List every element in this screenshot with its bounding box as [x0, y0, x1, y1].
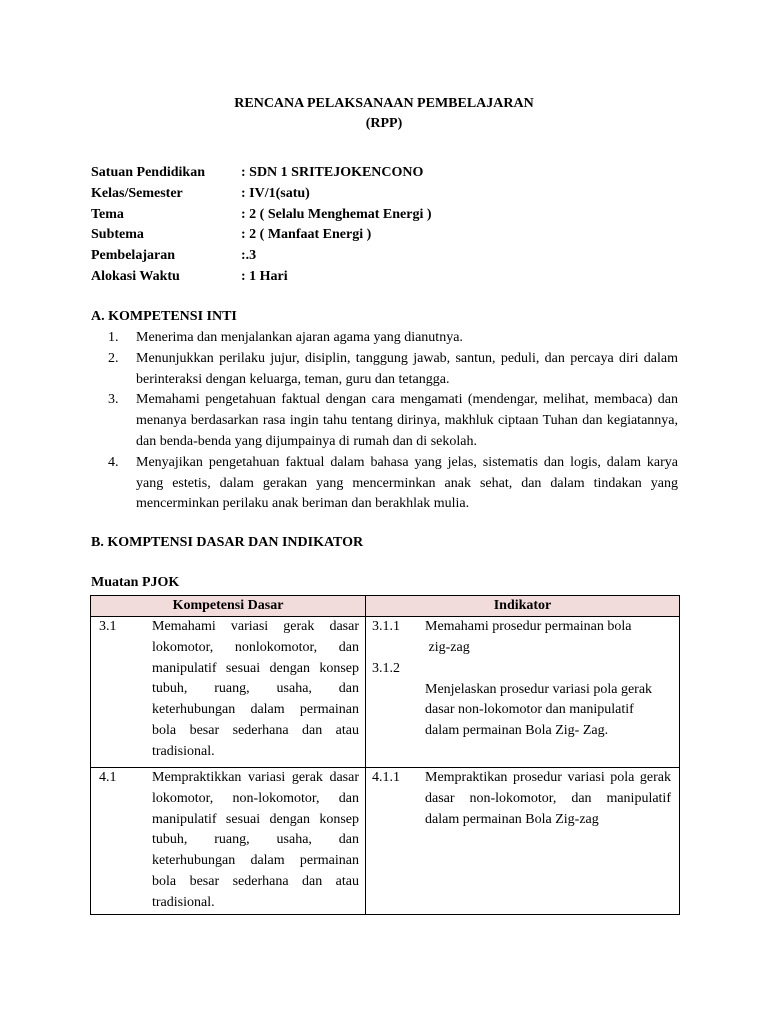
- info-value: : SDN 1 SRITEJOKENCONO: [241, 165, 424, 180]
- info-row: [91, 225, 432, 246]
- indicator-text: Menjelaskan prosedur variasi pola gerak dasar non-lokomotor dan manipulatif dalam permainan Bola Zig- Zag.: [425, 681, 653, 739]
- info-value: : 2 ( Selalu Menghemat Energi ): [241, 206, 432, 222]
- table-header-indikator: Indikator: [366, 596, 680, 617]
- info-label: Kelas/Semester: [91, 185, 183, 201]
- info-label: Alokasi Waktu: [91, 268, 180, 284]
- indicator-cell: [366, 617, 680, 768]
- list-number: 4.: [108, 454, 119, 470]
- list-item: [108, 349, 678, 391]
- info-row: [91, 205, 432, 226]
- list-number: 3.: [108, 392, 119, 408]
- list-item: [108, 328, 678, 349]
- document-title: [0, 94, 768, 134]
- kd-cell: [91, 617, 366, 768]
- list-text: Menunjukkan perilaku jujur, disiplin, tanggung jawab, santun, peduli, dan percaya diri dalam berinteraksi dengan keluarga, teman, guru dan tetangga.: [136, 350, 678, 387]
- info-row: [91, 246, 432, 267]
- list-number: 2.: [108, 350, 119, 366]
- info-value: : 1 Hari: [241, 268, 288, 284]
- kd-code: 4.1: [99, 770, 117, 785]
- section-b-heading: B. KOMPTENSI DASAR DAN INDIKATOR: [91, 535, 364, 550]
- kd-code: 3.1: [99, 619, 117, 634]
- list-item: [108, 390, 678, 452]
- kompetensi-inti-list: [108, 328, 678, 515]
- title-line-2: (RPP): [365, 116, 403, 131]
- indicator-code: 4.1.1: [372, 770, 400, 785]
- table-row: [91, 617, 680, 768]
- indicator-text: Mempraktikan prosedur variasi pola gerak dasar non-lokomotor, dan manipulatif dalam permainan Bola Zig-zag: [425, 770, 671, 827]
- indicator-code: 3.1.2: [372, 660, 400, 676]
- list-text: Menyajikan pengetahuan faktual dalam bahasa yang jelas, sistematis dan logis, dalam karya yang estetis, dalam gerakan yang mencerminkan anak sehat, dan dalam tindakan yang mencerminkan perilaku anak beriman dan berakhlak mulia.: [136, 454, 678, 512]
- kd-cell: [91, 768, 366, 915]
- indicator-text: [425, 617, 679, 659]
- info-label: Tema: [91, 206, 124, 222]
- table-row: [91, 768, 680, 915]
- table-header-row: [91, 596, 680, 617]
- info-row: [91, 163, 432, 184]
- info-label: Satuan Pendidikan: [91, 165, 205, 180]
- kd-text: Memahami variasi gerak dasar lokomotor, nonlokomotor, dan manipulatif sesuai dengan konsep tubuh, ruang, usaha, dan keterhubungan dalam permainan bola besar sederhana dan atau tradisional.: [152, 619, 359, 759]
- info-value: : 2 ( Manfaat Energi ): [241, 227, 372, 243]
- identity-block: [91, 163, 432, 288]
- table-header-kd: Kompetensi Dasar: [91, 596, 366, 617]
- info-row: [91, 267, 432, 288]
- info-label: Pembelajaran: [91, 248, 175, 264]
- list-item: [108, 453, 678, 515]
- list-text: Memahami pengetahuan faktual dengan cara mengamati (mendengar, melihat, membaca) dan menanya berdasarkan rasa ingin tahu tentang dirinya, makhluk ciptaan Tuhan dan kegiatannya, dan benda-benda yang dijumpainya di rumah dan di sekolah.: [136, 392, 678, 449]
- muatan-heading: Muatan PJOK: [91, 575, 180, 590]
- info-value: : IV/1(satu): [241, 185, 310, 201]
- indicator-line: zig-zag: [425, 639, 470, 655]
- info-row: [91, 184, 432, 205]
- info-label: Subtema: [91, 227, 144, 243]
- info-value: :.3: [241, 248, 257, 264]
- section-a-heading: A. KOMPETENSI INTI: [91, 309, 237, 324]
- list-text: Menerima dan menjalankan ajaran agama yang dianutnya.: [136, 330, 463, 345]
- indicator-code: 3.1.1: [372, 619, 400, 634]
- kd-text: Mempraktikkan variasi gerak dasar lokomotor, non-lokomotor, dan manipulatif sesuai dengan konsep tubuh, ruang, usaha, dan keterhubungan dalam permainan bola besar sederhana dan atau tradisional.: [152, 770, 359, 910]
- list-number: 1.: [108, 330, 119, 345]
- indicator-line: Memahami prosedur permainan bola: [425, 619, 632, 634]
- title-line-1: RENCANA PELAKSANAAN PEMBELAJARAN: [234, 96, 534, 111]
- indicator-cell: [366, 768, 680, 915]
- kd-indikator-table: [90, 595, 680, 915]
